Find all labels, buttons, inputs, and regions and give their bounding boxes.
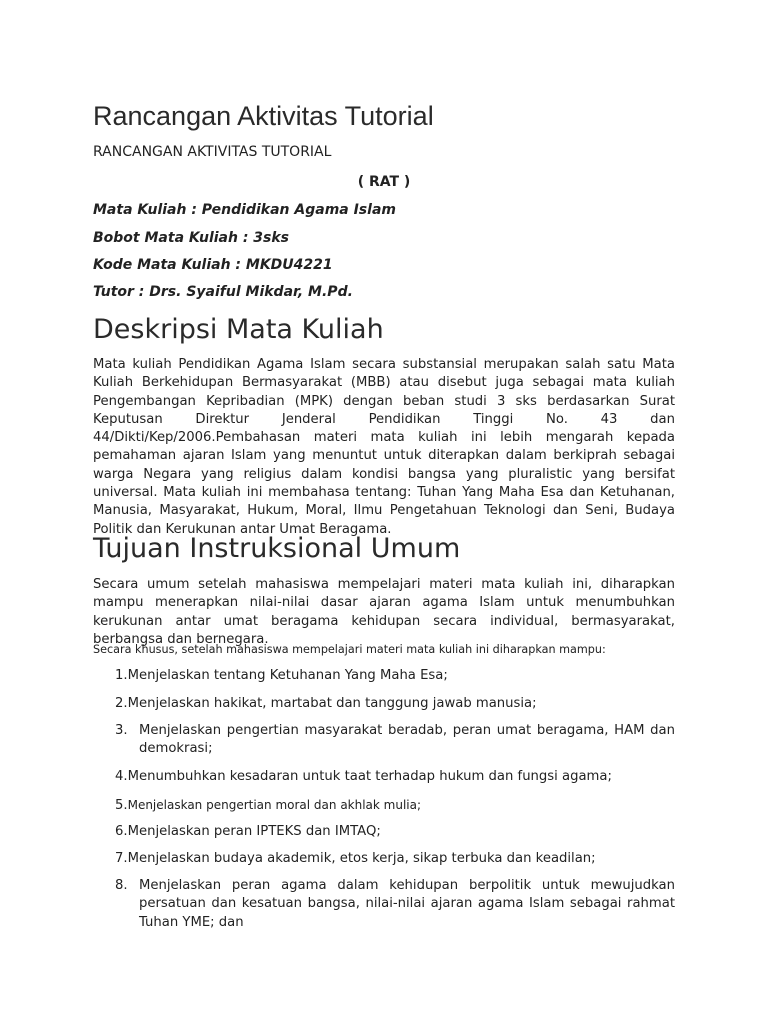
meta-kode: Kode Mata Kuliah : MKDU4221 (93, 257, 333, 273)
meta-mata-kuliah: Mata Kuliah : Pendidikan Agama Islam (93, 202, 396, 218)
list-item (115, 877, 675, 932)
list-number: 4. (115, 769, 128, 784)
list-number: 3. (115, 723, 128, 738)
list-item (115, 768, 675, 786)
list-item (115, 722, 675, 759)
list-item (115, 695, 675, 713)
list-text: Menjelaskan budaya akademik, etos kerja, sikap terbuka dan keadilan; (127, 851, 596, 866)
list-number: 6. (115, 824, 128, 839)
list-item (115, 796, 675, 815)
meta-tutor: Tutor : Drs. Syaiful Mikdar, M.Pd. (93, 284, 353, 300)
meta-bobot: Bobot Mata Kuliah : 3sks (93, 230, 290, 246)
document-subtitle: RANCANGAN AKTIVITAS TUTORIAL (93, 144, 332, 160)
rat-label: ( RAT ) (357, 174, 411, 190)
deskripsi-paragraph: Mata kuliah Pendidikan Agama Islam secara substansial merupakan salah satu Mata Kuliah Berkehidupan Bermasyarakat (MBB) atau disebut juga sebagai mata kuliah Pengembangan Kepribadian (MPK) dengan beban studi 3 sks berdasarkan Surat Keputusan Direktur Jenderal Pendidikan Tinggi No. 43 dan 44/Dikti/Kep/2006.Pembahasan materi mata kuliah ini lebih mengarah kepada pemahaman ajaran Islam yang menuntut untuk diterapkan dalam berkiprah sebagai warga Negara yang religius dalam kondisi bangsa yang pluralistic yang bersifat universal. Mata kuliah ini membahasa tentang: Tuhan Yang Maha Esa dan Ketuhanan, Manusia, Masyarakat, Hukum, Moral, Ilmu Pengetahuan Teknologi dan Seni, Budaya Politik dan Kerukunan antar Umat Beragama. (93, 357, 675, 537)
list-number: 7. (115, 851, 128, 866)
list-item (115, 667, 675, 685)
list-item (115, 823, 675, 841)
list-text: Menjelaskan tentang Ketuhanan Yang Maha Esa; (127, 668, 448, 683)
list-text: Menjelaskan peran agama dalam kehidupan berpolitik untuk mewujudkan persatuan dan kesatuan bangsa, nilai-nilai ajaran agama Islam sebagai rahmat Tuhan YME; dan (139, 878, 675, 930)
list-number: 5. (115, 798, 128, 813)
list-text: Menjelaskan pengertian masyarakat beradab, peran umat beragama, HAM dan demokrasi; (139, 723, 675, 757)
list-number: 2. (115, 696, 128, 711)
document-title: Rancangan Aktivitas Tutorial (93, 101, 434, 131)
list-text: Menjelaskan hakikat, martabat dan tanggung jawab manusia; (127, 696, 537, 711)
heading-deskripsi: Deskripsi Mata Kuliah (93, 314, 384, 345)
khusus-intro: Secara khusus, setelah mahasiswa mempelajari materi mata kuliah ini diharapkan mampu: (93, 643, 606, 656)
list-number: 8. (115, 878, 128, 893)
list-text: Menjelaskan peran IPTEKS dan IMTAQ; (127, 824, 381, 839)
tujuan-paragraph: Secara umum setelah mahasiswa mempelajari materi mata kuliah ini, diharapkan mampu menerapkan nilai-nilai dasar ajaran agama Islam untuk menumbuhkan kerukunan antar umat beragama kehidupan secara individual, bermasyarakat, berbangsa dan bernegara. (93, 577, 675, 647)
list-item (115, 850, 675, 868)
list-number: 1. (115, 668, 128, 683)
list-text: Menumbuhkan kesadaran untuk taat terhadap hukum dan fungsi agama; (127, 769, 612, 784)
heading-tujuan: Tujuan Instruksional Umum (93, 533, 461, 564)
list-text: Menjelaskan pengertian moral dan akhlak mulia; (127, 798, 422, 812)
